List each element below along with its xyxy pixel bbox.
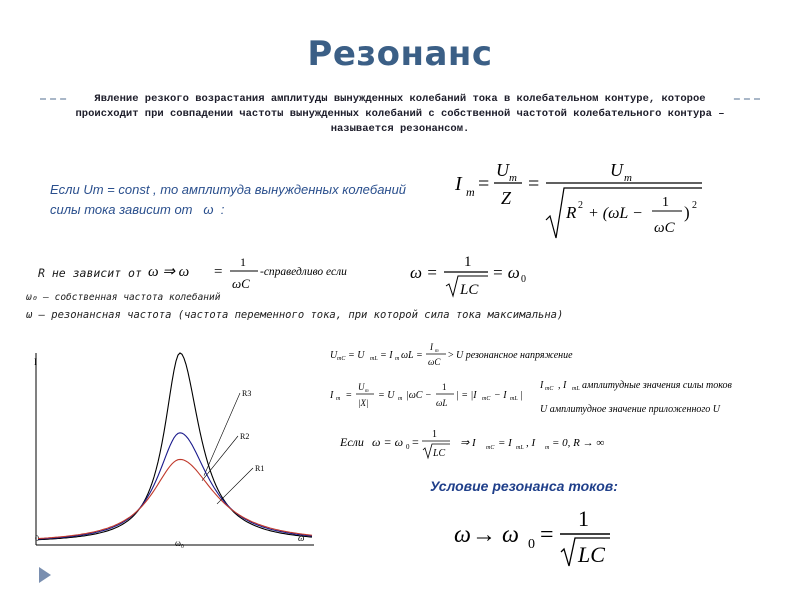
note-w0: ω₀ – собственная частота колебаний — [26, 292, 221, 303]
formula-eq-1: = — [478, 173, 490, 195]
formula-den-close: ) — [684, 203, 690, 222]
if-lc: LC — [433, 448, 446, 459]
formula-den-plus: + (ωL − — [588, 205, 643, 222]
amp-prefix: I — [540, 380, 544, 391]
r-line-text-b: -справедливо если — [260, 266, 347, 278]
condition-formula — [450, 500, 650, 570]
if-tail-1: ⇒ I — [460, 437, 476, 449]
r-line-lc: LC — [460, 282, 479, 298]
if-tail-3: , I — [526, 437, 536, 449]
series-label-r1: R1 — [255, 464, 265, 473]
r-line-text-a: R не зависит от — [38, 266, 142, 280]
condition-arrow: → ω — [472, 522, 519, 548]
r-line-arrow: ω ⇒ ω — [148, 264, 190, 280]
right-formulas — [328, 338, 798, 468]
series-line-r3 — [38, 353, 312, 540]
formula-num-2: U — [610, 160, 623, 180]
formula-num-1: U — [496, 160, 509, 180]
uc-formula-sub-2: mL — [370, 356, 378, 362]
if-tail-sub-3: m — [545, 445, 550, 451]
if-tail-sub-1: mC — [486, 445, 495, 451]
im-formula-body-sub: m — [398, 396, 403, 402]
formula-im: I — [455, 173, 462, 195]
formula-den-sq2: 2 — [692, 200, 697, 211]
uc-formula-num: I — [430, 342, 433, 352]
series-label-r2: R2 — [240, 432, 250, 441]
r-line-num: 1 — [240, 255, 246, 269]
formula-den-r: R — [566, 203, 577, 222]
note-w: ω – резонансная частота (частота переменного тока, при которой сила тока максимальна) — [26, 309, 564, 321]
resonance-chart — [30, 345, 320, 557]
formula-num-2-sub: m — [624, 172, 632, 184]
intro-text — [50, 180, 406, 220]
im-formula-num-sub: m — [365, 389, 369, 394]
if-tail-sub-2: mL — [516, 445, 524, 451]
uc-text: U резонансное напряжение — [456, 350, 573, 361]
condition-sub: 0 — [528, 537, 535, 552]
im-formula-one: 1 — [442, 382, 447, 392]
uc-formula-body-2: = I — [380, 350, 393, 361]
series-leader-r3 — [204, 393, 240, 476]
uc-formula-num-sub: m — [435, 349, 439, 354]
formula-den-1: Z — [501, 188, 512, 208]
r-line-den: ωC — [232, 276, 250, 291]
intro-line-2 — [50, 200, 406, 220]
condition-lc: LC — [578, 542, 605, 567]
chart-origin-label: 0 — [35, 534, 39, 543]
chart-y-label: I — [34, 357, 37, 367]
im-formula-close: | — [520, 390, 523, 401]
r-line-one: 1 — [464, 254, 472, 270]
series-line-r2 — [38, 433, 312, 539]
condition-omega: ω — [454, 522, 471, 548]
r-line-w0-sub: 0 — [521, 274, 526, 285]
amp-sub-ml: mL — [572, 386, 580, 392]
im-formula-wl: ωL — [436, 398, 448, 408]
uc-formula-u: U — [330, 350, 338, 361]
uc-formula-body: = U — [348, 350, 365, 361]
im-formula-sub: m — [336, 396, 341, 402]
im-formula: I — [330, 390, 334, 401]
im-formula-body-3: | = |I — [456, 390, 477, 401]
main-formula — [450, 150, 720, 245]
im-formula-eq: = — [346, 390, 352, 401]
triangle-right-icon[interactable] — [38, 566, 52, 584]
r-line-eq: = — [214, 264, 223, 280]
intro-line-2-text: силы тока зависит от — [50, 202, 193, 217]
series-leader-r2 — [202, 436, 238, 481]
im-formula-sub-mc: mC — [482, 396, 491, 402]
intro-line-1: Если Um = const , то амплитуда вынужденных колебаний — [50, 182, 407, 197]
definition-text: Явление резкого возрастания амплитуды вынужденных колебаний тока в колебательном контуре, которое происходит при совпадении частоты вынужденных колебаний с собственной частотой колебательного контура – называется резонансом. — [70, 92, 730, 137]
chart-peak-label: ω₀ — [175, 538, 185, 548]
uc-formula-den: ωC — [428, 357, 441, 367]
if-one: 1 — [432, 429, 437, 440]
r-line-omega-eq: ω = — [410, 263, 438, 282]
series-label-r3: R3 — [242, 389, 252, 398]
series-line-r1 — [38, 459, 312, 538]
if-tail-2: = I — [498, 437, 512, 449]
amp-prefix-2: , I — [558, 380, 567, 391]
amp-text-1: амплитудные значения силы токов — [582, 380, 732, 391]
uc-formula-gt: > — [448, 350, 454, 361]
r-line-eq-w0: = ω — [492, 263, 520, 282]
chart-x-label: ω — [298, 533, 305, 543]
formula-im-sub: m — [466, 185, 475, 199]
im-formula-sub-ml: mL — [510, 396, 518, 402]
intro-colon: : — [220, 202, 225, 217]
im-formula-body-2: |ωC − — [406, 390, 432, 401]
uc-formula-sub-3: m — [395, 356, 400, 362]
im-formula-body-4: − I — [494, 390, 507, 401]
amp-text-2: U амплитудное значение приложенного U — [540, 404, 721, 415]
formula-eq-2: = — [528, 173, 540, 195]
im-formula-num: U — [358, 382, 365, 392]
if-omega-sub: 0 — [406, 443, 410, 451]
im-formula-den: |X| — [358, 398, 369, 408]
condition-title: Условие резонанса токов: — [430, 478, 618, 494]
if-tail-4: = 0, R → ∞ — [552, 437, 605, 449]
formula-num-1-sub: m — [509, 172, 517, 184]
series-leader-r1 — [217, 468, 253, 504]
if-eq: = — [412, 435, 419, 449]
condition-eq: = — [540, 522, 554, 548]
page-title: Резонанс — [307, 34, 493, 74]
if-text: Если — [340, 435, 364, 449]
amp-sub-mc: mC — [545, 386, 554, 392]
im-formula-body: = U — [378, 390, 395, 401]
condition-one: 1 — [578, 506, 589, 531]
formula-den-wc: ωC — [654, 220, 675, 236]
if-omega: ω = ω — [372, 435, 404, 449]
formula-den-sq: 2 — [578, 200, 583, 211]
uc-formula-body-3: ωL = — [401, 350, 423, 361]
formula-den-one: 1 — [662, 195, 669, 210]
uc-formula-sub: mC — [337, 356, 346, 362]
intro-omega: ω — [203, 202, 214, 217]
chart-series-layer — [38, 353, 312, 540]
